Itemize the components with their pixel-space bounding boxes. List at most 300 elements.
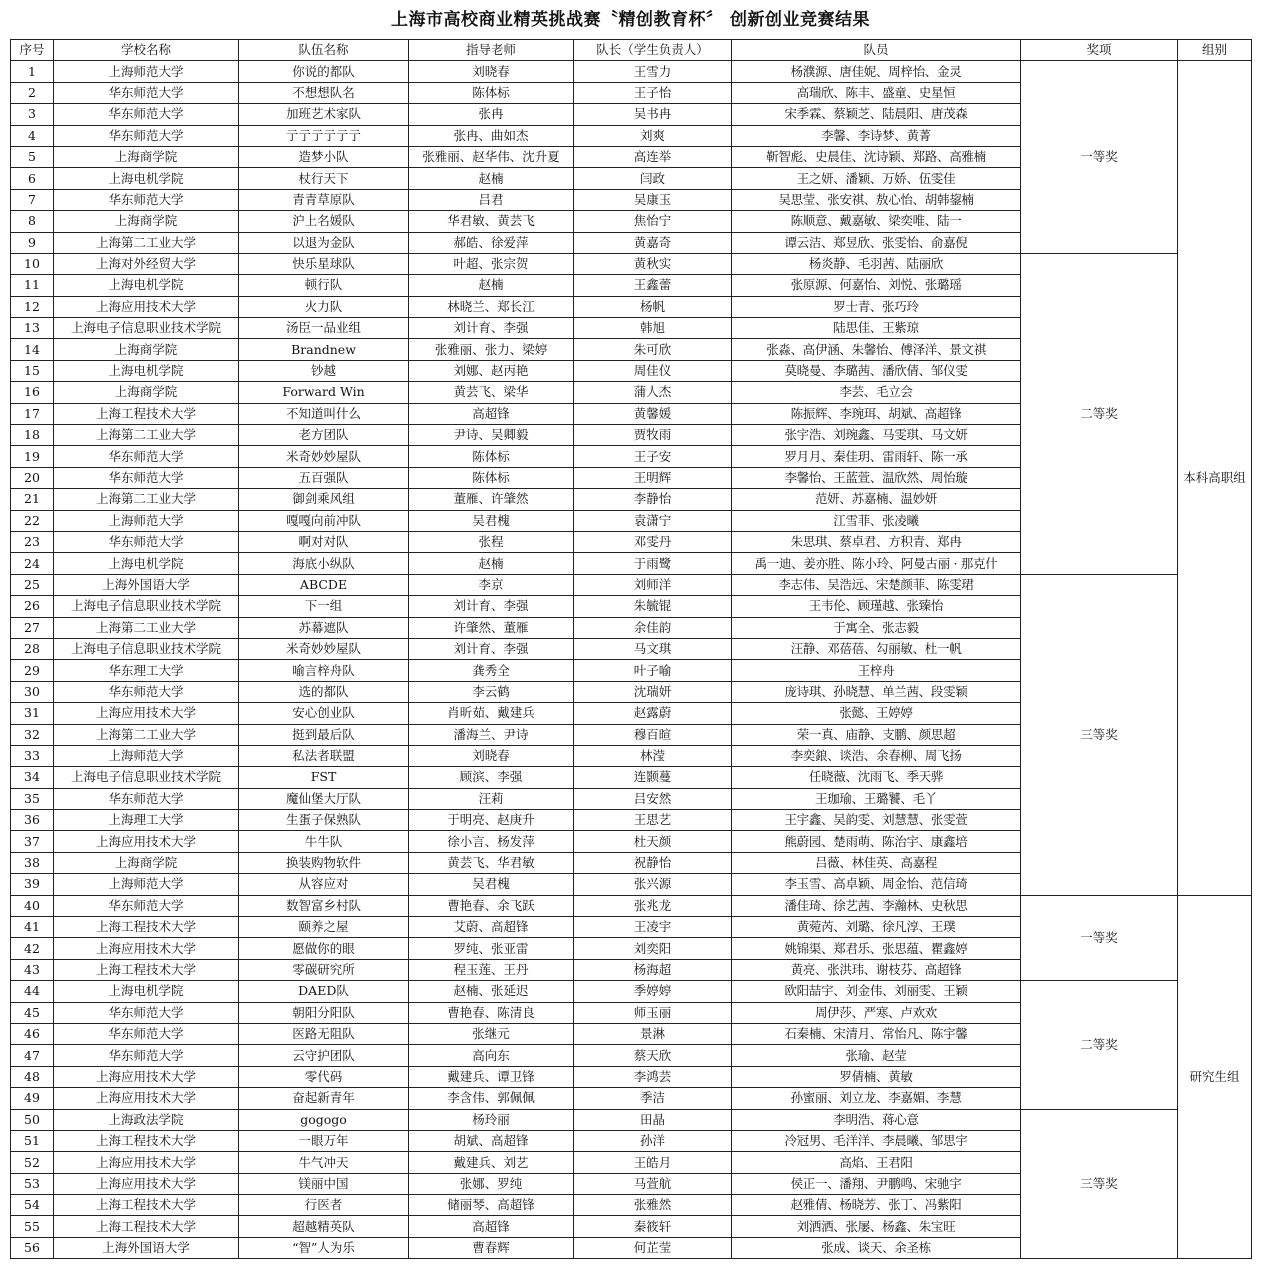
- captain: 马萱航: [574, 1173, 732, 1194]
- advisor: 储丽琴、高超锋: [409, 1195, 574, 1216]
- school-name: 华东师范大学: [54, 82, 239, 103]
- group-cell: 研究生组: [1178, 895, 1252, 1259]
- team-name: 生蛋子保熟队: [239, 810, 409, 831]
- school-name: 上海电机学院: [54, 168, 239, 189]
- row-index: 24: [11, 553, 54, 574]
- award-cell: 一等奖: [1021, 895, 1178, 981]
- members: 张原源、何嘉怡、刘悦、张璐瑶: [732, 275, 1021, 296]
- table-row: [11, 1109, 1252, 1130]
- captain: 黄秋实: [574, 253, 732, 274]
- school-name: 上海政法学院: [54, 1109, 239, 1130]
- school-name: 上海电子信息职业技术学院: [54, 767, 239, 788]
- row-index: 5: [11, 146, 54, 167]
- members: 靳智彪、史晨佳、沈诗颖、郑路、高雅楠: [732, 146, 1021, 167]
- row-index: 40: [11, 895, 54, 916]
- team-name: “智”人为乐: [239, 1237, 409, 1258]
- school-name: 上海第二工业大学: [54, 489, 239, 510]
- team-name: 喻言梓舟队: [239, 660, 409, 681]
- advisor: 曹艳春、陈清良: [409, 1002, 574, 1023]
- members: 于寓全、张志毅: [732, 617, 1021, 638]
- team-name: 造梦小队: [239, 146, 409, 167]
- school-name: 上海应用技术大学: [54, 938, 239, 959]
- team-name: 零碳研究所: [239, 959, 409, 980]
- team-name: 不想想队名: [239, 82, 409, 103]
- row-index: 18: [11, 425, 54, 446]
- members: 任晓薇、沈雨飞、季天骅: [732, 767, 1021, 788]
- row-index: 10: [11, 253, 54, 274]
- team-name: DAED队: [239, 981, 409, 1002]
- members: 周伊莎、严寒、卢欢欢: [732, 1002, 1021, 1023]
- advisor: 张冉: [409, 104, 574, 125]
- advisor: 许肇然、董雁: [409, 617, 574, 638]
- captain: 马文琪: [574, 638, 732, 659]
- team-name: 选的都队: [239, 681, 409, 702]
- row-index: 17: [11, 403, 54, 424]
- captain: 秦筱轩: [574, 1216, 732, 1237]
- team-name: 亍亍亍亍亍亍: [239, 125, 409, 146]
- members: 王梓舟: [732, 660, 1021, 681]
- captain: 杨海超: [574, 959, 732, 980]
- team-name: 米奇妙妙屋队: [239, 638, 409, 659]
- header-team: 队伍名称: [239, 40, 409, 61]
- captain: 王雪力: [574, 61, 732, 82]
- captain: 黄嘉奇: [574, 232, 732, 253]
- table-row: [11, 895, 1252, 916]
- members: 李玉雪、高卓颖、周金怡、范信琦: [732, 874, 1021, 895]
- row-index: 20: [11, 467, 54, 488]
- header-group: 组别: [1178, 40, 1252, 61]
- members: 罗士青、张巧玲: [732, 296, 1021, 317]
- team-name: 以退为金队: [239, 232, 409, 253]
- advisor: 刘晓春: [409, 61, 574, 82]
- captain: 林滢: [574, 745, 732, 766]
- advisor: 华君敏、黄芸飞: [409, 211, 574, 232]
- row-index: 9: [11, 232, 54, 253]
- members: 张淼、高伊涵、朱馨怡、傅泽洋、景文祺: [732, 339, 1021, 360]
- school-name: 上海工程技术大学: [54, 403, 239, 424]
- team-name: 奋起新青年: [239, 1088, 409, 1109]
- captain: 于雨鹭: [574, 553, 732, 574]
- row-index: 35: [11, 788, 54, 809]
- captain: 韩旭: [574, 318, 732, 339]
- advisor: 李云鹤: [409, 681, 574, 702]
- row-index: 7: [11, 189, 54, 210]
- members: 罗月月、秦佳玥、雷雨轩、陈一承: [732, 446, 1021, 467]
- school-name: 上海电机学院: [54, 981, 239, 1002]
- advisor: 陈体标: [409, 467, 574, 488]
- members: 李馨、李诗梦、黄菁: [732, 125, 1021, 146]
- row-index: 36: [11, 810, 54, 831]
- row-index: 15: [11, 360, 54, 381]
- row-index: 28: [11, 638, 54, 659]
- team-name: 火力队: [239, 296, 409, 317]
- captain: 王皓月: [574, 1152, 732, 1173]
- school-name: 华东师范大学: [54, 681, 239, 702]
- members: 王之妍、潘颖、万娇、伍雯佳: [732, 168, 1021, 189]
- school-name: 上海工程技术大学: [54, 917, 239, 938]
- row-index: 16: [11, 382, 54, 403]
- school-name: 华东师范大学: [54, 189, 239, 210]
- advisor: 刘娜、赵丙艳: [409, 360, 574, 381]
- team-name: 私法者联盟: [239, 745, 409, 766]
- school-name: 上海师范大学: [54, 510, 239, 531]
- advisor: 张娜、罗纯: [409, 1173, 574, 1194]
- school-name: 上海师范大学: [54, 874, 239, 895]
- school-name: 上海师范大学: [54, 745, 239, 766]
- members: 黄亮、张洪玮、谢枝芬、高超锋: [732, 959, 1021, 980]
- advisor: 黄芸飞、梁华: [409, 382, 574, 403]
- school-name: 上海商学院: [54, 382, 239, 403]
- row-index: 32: [11, 724, 54, 745]
- team-name: 云守护团队: [239, 1045, 409, 1066]
- captain: 王明辉: [574, 467, 732, 488]
- team-name: 汤臣一品业组: [239, 318, 409, 339]
- captain: 穆百暄: [574, 724, 732, 745]
- members: 张瑜、赵莹: [732, 1045, 1021, 1066]
- row-index: 12: [11, 296, 54, 317]
- captain: 黄馨媛: [574, 403, 732, 424]
- table-row: [11, 253, 1252, 274]
- school-name: 上海第二工业大学: [54, 232, 239, 253]
- row-index: 49: [11, 1088, 54, 1109]
- captain: 孙洋: [574, 1130, 732, 1151]
- row-index: 22: [11, 510, 54, 531]
- team-name: 朝阳分阳队: [239, 1002, 409, 1023]
- team-name: 颐养之屋: [239, 917, 409, 938]
- row-index: 26: [11, 596, 54, 617]
- captain: 王鑫蕾: [574, 275, 732, 296]
- members: 莫晓曼、李璐茜、潘欣倩、邹仪雯: [732, 360, 1021, 381]
- captain: 沈瑞妍: [574, 681, 732, 702]
- school-name: 上海第二工业大学: [54, 724, 239, 745]
- members: 陆思佳、王紫琼: [732, 318, 1021, 339]
- school-name: 上海商学院: [54, 852, 239, 873]
- members: 黄菀芮、刘璐、徐凡淳、王璞: [732, 917, 1021, 938]
- team-name: 五百强队: [239, 467, 409, 488]
- captain: 朱可欣: [574, 339, 732, 360]
- school-name: 上海外国语大学: [54, 574, 239, 595]
- row-index: 41: [11, 917, 54, 938]
- school-name: 上海商学院: [54, 339, 239, 360]
- row-index: 31: [11, 703, 54, 724]
- school-name: 上海电子信息职业技术学院: [54, 638, 239, 659]
- team-name: 魔仙堡大厅队: [239, 788, 409, 809]
- team-name: Forward Win: [239, 382, 409, 403]
- row-index: 27: [11, 617, 54, 638]
- advisor: 高向东: [409, 1045, 574, 1066]
- school-name: 上海应用技术大学: [54, 1066, 239, 1087]
- row-index: 52: [11, 1152, 54, 1173]
- team-name: 数智富乡村队: [239, 895, 409, 916]
- members: 欧阳喆宇、刘金伟、刘丽雯、王颖: [732, 981, 1021, 1002]
- advisor: 艾蔚、高超锋: [409, 917, 574, 938]
- members: 刘洒洒、张屡、杨鑫、朱宝旺: [732, 1216, 1021, 1237]
- captain: 杨帆: [574, 296, 732, 317]
- members: 赵雅倩、杨晓芳、张丁、冯紫阳: [732, 1195, 1021, 1216]
- members: 陈顺意、戴嘉敏、梁奕唯、陆一: [732, 211, 1021, 232]
- row-index: 11: [11, 275, 54, 296]
- advisor: 林晓兰、郑长江: [409, 296, 574, 317]
- captain: 张兴源: [574, 874, 732, 895]
- row-index: 55: [11, 1216, 54, 1237]
- members: 禹一迪、姜亦胜、陈小玲、阿曼古丽 · 那克什: [732, 553, 1021, 574]
- school-name: 上海工程技术大学: [54, 959, 239, 980]
- members: 王宇鑫、吴韵雯、刘慧慧、张雯萱: [732, 810, 1021, 831]
- school-name: 上海应用技术大学: [54, 1173, 239, 1194]
- award-cell: 三等奖: [1021, 574, 1178, 895]
- captain: 袁潇宁: [574, 510, 732, 531]
- team-name: 安心创业队: [239, 703, 409, 724]
- advisor: 顾滨、李强: [409, 767, 574, 788]
- team-name: 沪上名媛队: [239, 211, 409, 232]
- members: 杨濮源、唐佳妮、周梓怡、金灵: [732, 61, 1021, 82]
- team-name: 御剑乘风组: [239, 489, 409, 510]
- row-index: 29: [11, 660, 54, 681]
- members: 罗倩楠、黄敏: [732, 1066, 1021, 1087]
- captain: 吴康玉: [574, 189, 732, 210]
- row-index: 14: [11, 339, 54, 360]
- members: 孙蜜丽、刘立龙、李嘉媚、李慧: [732, 1088, 1021, 1109]
- team-name: 下一组: [239, 596, 409, 617]
- advisor: 于明亮、赵庚升: [409, 810, 574, 831]
- captain: 邓雯丹: [574, 531, 732, 552]
- members: 荣一真、庙静、支鹏、颜思超: [732, 724, 1021, 745]
- captain: 刘奕阳: [574, 938, 732, 959]
- advisor: 赵楠: [409, 553, 574, 574]
- row-index: 33: [11, 745, 54, 766]
- members: 朱思琪、蔡卓君、方积青、郑冉: [732, 531, 1021, 552]
- members: 宋季霖、蔡颖芝、陆晨阳、唐茂森: [732, 104, 1021, 125]
- school-name: 华东师范大学: [54, 788, 239, 809]
- award-cell: 二等奖: [1021, 253, 1178, 574]
- advisor: 刘晓春: [409, 745, 574, 766]
- advisor: 黄芸飞、华君敏: [409, 852, 574, 873]
- table-row: [11, 61, 1252, 82]
- advisor: 吴君槐: [409, 510, 574, 531]
- team-name: 老方团队: [239, 425, 409, 446]
- advisor: 高超锋: [409, 403, 574, 424]
- captain: 刘爽: [574, 125, 732, 146]
- captain: 王子安: [574, 446, 732, 467]
- school-name: 上海工程技术大学: [54, 1195, 239, 1216]
- row-index: 46: [11, 1023, 54, 1044]
- header-advisor: 指导老师: [409, 40, 574, 61]
- team-name: 不知道叫什么: [239, 403, 409, 424]
- captain: 叶子喻: [574, 660, 732, 681]
- row-index: 48: [11, 1066, 54, 1087]
- team-name: 超越精英队: [239, 1216, 409, 1237]
- members: 李明浩、蒋心意: [732, 1109, 1021, 1130]
- advisor: 龚秀全: [409, 660, 574, 681]
- team-name: FST: [239, 767, 409, 788]
- group-cell: 本科高职组: [1178, 61, 1252, 895]
- advisor: 程玉莲、王丹: [409, 959, 574, 980]
- advisor: 郝皓、徐爱萍: [409, 232, 574, 253]
- captain: 闫政: [574, 168, 732, 189]
- row-index: 21: [11, 489, 54, 510]
- captain: 吴书冉: [574, 104, 732, 125]
- row-index: 43: [11, 959, 54, 980]
- members: 李志伟、吴浩远、宋楚颜菲、陈雯珺: [732, 574, 1021, 595]
- table-row: [11, 574, 1252, 595]
- header-index: 序号: [11, 40, 54, 61]
- results-table: [10, 39, 1252, 1259]
- advisor: 胡斌、高超锋: [409, 1130, 574, 1151]
- row-index: 37: [11, 831, 54, 852]
- captain: 李静怡: [574, 489, 732, 510]
- results-body: [11, 61, 1252, 1259]
- team-name: 愿做你的眼: [239, 938, 409, 959]
- team-name: 换装购物软件: [239, 852, 409, 873]
- row-index: 34: [11, 767, 54, 788]
- school-name: 华东师范大学: [54, 531, 239, 552]
- advisor: 汪莉: [409, 788, 574, 809]
- school-name: 上海应用技术大学: [54, 703, 239, 724]
- captain: 张雅然: [574, 1195, 732, 1216]
- team-name: 苏幕遮队: [239, 617, 409, 638]
- team-name: 啊对对队: [239, 531, 409, 552]
- captain: 季婷婷: [574, 981, 732, 1002]
- team-name: 海底小纵队: [239, 553, 409, 574]
- advisor: 刘计育、李强: [409, 638, 574, 659]
- row-index: 6: [11, 168, 54, 189]
- advisor: 叶超、张宗贺: [409, 253, 574, 274]
- advisor: 刘计育、李强: [409, 596, 574, 617]
- members: 庞诗琪、孙晓慧、单兰茜、段雯颖: [732, 681, 1021, 702]
- team-name: 米奇妙妙屋队: [239, 446, 409, 467]
- members: 谭云洁、郑昱欣、张雯怡、俞嘉倪: [732, 232, 1021, 253]
- advisor: 赵楠: [409, 168, 574, 189]
- members: 范妍、苏嘉楠、温妙妍: [732, 489, 1021, 510]
- row-index: 51: [11, 1130, 54, 1151]
- captain: 赵露蔚: [574, 703, 732, 724]
- team-name: 顿行队: [239, 275, 409, 296]
- advisor: 张雅丽、张力、梁婷: [409, 339, 574, 360]
- school-name: 华东师范大学: [54, 1045, 239, 1066]
- members: 姚锦渠、郑君乐、张思蕴、瞿鑫婷: [732, 938, 1021, 959]
- captain: 杜天颜: [574, 831, 732, 852]
- school-name: 上海应用技术大学: [54, 1088, 239, 1109]
- team-name: 行医者: [239, 1195, 409, 1216]
- members: 王珈瑜、王璐饕、毛丫: [732, 788, 1021, 809]
- school-name: 上海应用技术大学: [54, 1152, 239, 1173]
- row-index: 23: [11, 531, 54, 552]
- advisor: 潘海兰、尹诗: [409, 724, 574, 745]
- school-name: 上海第二工业大学: [54, 425, 239, 446]
- members: 侯正一、潘翔、尹鹏鸣、宋驰宇: [732, 1173, 1021, 1194]
- team-name: 镁丽中国: [239, 1173, 409, 1194]
- school-name: 上海外国语大学: [54, 1237, 239, 1258]
- team-name: 牛气冲天: [239, 1152, 409, 1173]
- advisor: 陈体标: [409, 82, 574, 103]
- members: 冷冠男、毛洋洋、李晨曦、邹思宇: [732, 1130, 1021, 1151]
- team-name: 杖行天下: [239, 168, 409, 189]
- advisor: 徐小言、杨发萍: [409, 831, 574, 852]
- school-name: 华东师范大学: [54, 1002, 239, 1023]
- row-index: 8: [11, 211, 54, 232]
- school-name: 华东师范大学: [54, 125, 239, 146]
- captain: 连颢蔓: [574, 767, 732, 788]
- captain: 李鸿芸: [574, 1066, 732, 1087]
- school-name: 华东师范大学: [54, 1023, 239, 1044]
- row-index: 4: [11, 125, 54, 146]
- captain: 田晶: [574, 1109, 732, 1130]
- members: 吴思莹、张安祺、敖心怡、胡韩鋆楠: [732, 189, 1021, 210]
- school-name: 华东理工大学: [54, 660, 239, 681]
- row-index: 30: [11, 681, 54, 702]
- members: 张成、谈天、余圣栋: [732, 1237, 1021, 1258]
- members: 潘佳琦、徐艺茜、李瀚林、史秋思: [732, 895, 1021, 916]
- team-name: 一眼万年: [239, 1130, 409, 1151]
- advisor: 高超锋: [409, 1216, 574, 1237]
- row-index: 45: [11, 1002, 54, 1023]
- team-name: ABCDE: [239, 574, 409, 595]
- advisor: 戴建兵、刘艺: [409, 1152, 574, 1173]
- school-name: 上海对外经贸大学: [54, 253, 239, 274]
- award-cell: 一等奖: [1021, 61, 1178, 254]
- captain: 余佳韵: [574, 617, 732, 638]
- team-name: 从容应对: [239, 874, 409, 895]
- school-name: 上海电机学院: [54, 360, 239, 381]
- school-name: 上海理工大学: [54, 810, 239, 831]
- row-index: 13: [11, 318, 54, 339]
- row-index: 50: [11, 1109, 54, 1130]
- captain: 蔡天欣: [574, 1045, 732, 1066]
- team-name: 青青草原队: [239, 189, 409, 210]
- award-cell: 二等奖: [1021, 981, 1178, 1109]
- members: 陈振辉、李琬珥、胡斌、高超锋: [732, 403, 1021, 424]
- members: 李奕鋃、谈浩、余春柳、周飞扬: [732, 745, 1021, 766]
- advisor: 赵楠、张延迟: [409, 981, 574, 1002]
- school-name: 上海应用技术大学: [54, 831, 239, 852]
- team-name: Brandnew: [239, 339, 409, 360]
- row-index: 42: [11, 938, 54, 959]
- captain: 朱毓锟: [574, 596, 732, 617]
- advisor: 尹诗、吴卿毅: [409, 425, 574, 446]
- advisor: 杨玲丽: [409, 1109, 574, 1130]
- members: 石秦楠、宋清月、常怡凡、陈宇馨: [732, 1023, 1021, 1044]
- row-index: 19: [11, 446, 54, 467]
- members: 江雪菲、张凌曦: [732, 510, 1021, 531]
- table-row: [11, 981, 1252, 1002]
- members: 吕薇、林佳英、高嘉程: [732, 852, 1021, 873]
- row-index: 56: [11, 1237, 54, 1258]
- captain: 蒲人杰: [574, 382, 732, 403]
- members: 熊蔚园、楚雨萌、陈治宇、康鑫培: [732, 831, 1021, 852]
- advisor: 张雅丽、赵华伟、沈升夏: [409, 146, 574, 167]
- captain: 刘师洋: [574, 574, 732, 595]
- captain: 王子怡: [574, 82, 732, 103]
- advisor: 吕君: [409, 189, 574, 210]
- advisor: 李含伟、郭佩佩: [409, 1088, 574, 1109]
- school-name: 上海第二工业大学: [54, 617, 239, 638]
- school-name: 上海商学院: [54, 146, 239, 167]
- advisor: 罗纯、张亚雷: [409, 938, 574, 959]
- members: 李馨怡、王蓝萱、温欣然、周怡璇: [732, 467, 1021, 488]
- row-index: 44: [11, 981, 54, 1002]
- advisor: 赵楠: [409, 275, 574, 296]
- captain: 吕安然: [574, 788, 732, 809]
- captain: 季洁: [574, 1088, 732, 1109]
- members: 王韦伦、顾瑾越、张臻怡: [732, 596, 1021, 617]
- row-index: 47: [11, 1045, 54, 1066]
- header-school: 学校名称: [54, 40, 239, 61]
- school-name: 上海电机学院: [54, 553, 239, 574]
- page-title: 上海市高校商业精英挑战赛〝精创教育杯〞 创新创业竞赛结果: [391, 10, 870, 30]
- captain: 高连举: [574, 146, 732, 167]
- school-name: 上海师范大学: [54, 61, 239, 82]
- team-name: 加班艺术家队: [239, 104, 409, 125]
